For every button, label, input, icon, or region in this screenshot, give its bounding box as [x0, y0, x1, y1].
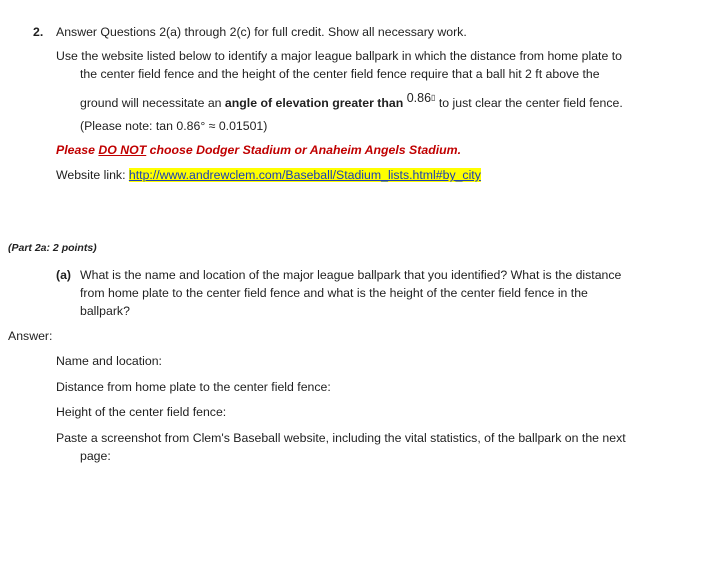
height-prompt: Height of the center field fence: [56, 405, 227, 419]
question-body-line-3-end: to just clear the center field fence. [438, 96, 623, 110]
question-body-line-3-text: ground will necessitate an [80, 96, 222, 110]
warning-prefix: Please [56, 143, 99, 157]
warning-do-not: DO NOT [98, 143, 147, 157]
angle-mark: ▯ [431, 93, 436, 102]
website-link-label: Website link: [56, 168, 129, 182]
part-a-line-1: What is the name and location of the major league ballpark that you identified? What is the distance [80, 268, 622, 282]
warning-suffix: choose Dodger Stadium or Anaheim Angels Stadium. [146, 143, 461, 157]
warning-text [56, 143, 461, 157]
part-a-label: (a) [56, 268, 72, 282]
answer-label: Answer: [8, 329, 53, 343]
question-body-line-1: Use the website listed below to identify a major league ballpark in which the distance from home plate to [56, 49, 622, 63]
website-link[interactable]: http://www.andrewclem.com/Baseball/Stadium_lists.html#by_city [128, 168, 481, 182]
tangent-note: (Please note: tan 0.86° ≈ 0.01501) [80, 119, 268, 133]
angle-value: 0.86 [406, 91, 432, 105]
question-body-line-3 [80, 91, 623, 110]
question-number: 2. [33, 25, 44, 39]
part-a-line-2: from home plate to the center field fence and what is the height of the center field fence in the [80, 286, 588, 300]
distance-prompt: Distance from home plate to the center field fence: [56, 380, 331, 394]
paste-screenshot-line-2: page: [80, 449, 111, 463]
part-a-line-3: ballpark? [80, 304, 130, 318]
part-2a-heading: (Part 2a: 2 points) [8, 242, 97, 254]
paste-screenshot-line-1: Paste a screenshot from Clem's Baseball website, including the vital statistics, of the ballpark on the next [56, 431, 626, 445]
name-location-prompt: Name and location: [56, 354, 162, 368]
angle-of-elevation-phrase: angle of elevation greater than [224, 96, 404, 110]
question-body-line-2: the center field fence and the height of the center field fence require that a ball hit 2 ft above the [80, 67, 600, 81]
question-header: Answer Questions 2(a) through 2(c) for full credit. Show all necessary work. [56, 25, 467, 39]
website-link-line [56, 168, 481, 182]
